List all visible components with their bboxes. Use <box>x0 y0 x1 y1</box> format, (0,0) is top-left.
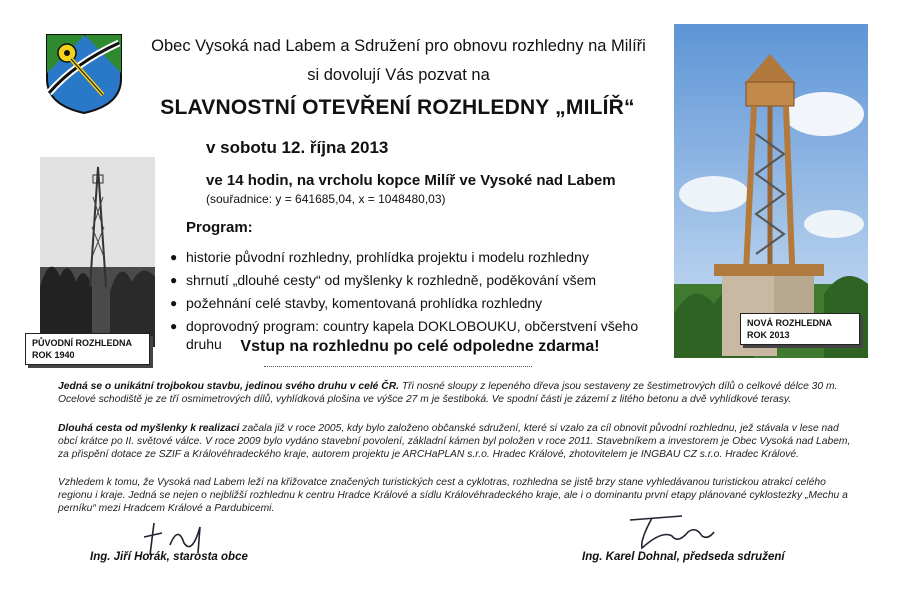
old-tower-photo <box>40 157 155 347</box>
bullet-icon: ● <box>170 250 178 264</box>
paragraph-location: Vzhledem k tomu, že Vysoká nad Labem leží na křižovatce značených turistických cest a cyklotras, rozhledna se jistě brzy stane vyhledávanou turistickou atrakcí celého regionu i kraje. Jedná se nejen o nejbližší rozhlednu k centru Hradce Králové a sídlu Královéhradeckého kraje, ale i o dominantu první etapy plánované cyklostezky „Mechu a perníku“ mezi Hradcem Králové a Pardubicemi. <box>58 477 848 514</box>
intro-line-2: si dovolují Vás pozvat na <box>307 66 490 84</box>
program-heading: Program: <box>186 219 253 236</box>
paragraph-tower-description: Jedná se o unikátní trojbokou stavbu, jedinou svého druhu v celé ČR. Tři nosné sloupy z lepeného dřeva jsou sestaveny ze šestimetrových dílů o celkové délce 30 m. Ocelové schodiště je ze tří osmimetrových dílů, vyhlídková plošina ve výšce 27 m je šestiboká. Ve spodní části je zázemí z litého betonu a dvě vyhlídkové terasy. <box>58 381 838 405</box>
program-item: ● historie původní rozhledny, prohlídka projektu i modelu rozhledny <box>170 249 589 265</box>
program-item: ● shrnutí „dlouhé cesty“ od myšlenky k rozhledně, poděkování všem <box>170 272 597 288</box>
event-time-place: ve 14 hodin, na vrcholu kopce Milíř ve Vysoké nad Labem <box>206 172 616 189</box>
program-item: ● požehnání celé stavby, komentovaná prohlídka rozhledny <box>170 295 543 311</box>
old-tower-caption: PŮVODNÍ ROZHLEDNA ROK 1940 <box>25 333 150 365</box>
coat-of-arms-logo <box>45 33 123 115</box>
bullet-icon: ● <box>170 273 178 287</box>
invitation-intro <box>126 32 671 90</box>
free-entry-note: Vstup na rozhlednu po celé odpoledne zdarma! <box>240 338 600 355</box>
bullet-icon: ● <box>170 296 178 310</box>
event-title: SLAVNOSTNÍ OTEVŘENÍ ROZHLEDNY „MILÍŘ“ <box>160 96 635 119</box>
signature-right-image <box>622 510 717 554</box>
new-tower-photo <box>674 24 868 358</box>
program-item: ● doprovodný program: country kapela DOKLOBOUKU, občerstvení všeho druhu <box>170 318 639 352</box>
intro-line-1: Obec Vysoká nad Labem a Sdružení pro obnovu rozhledny na Milíři <box>151 37 646 55</box>
paragraph-history: Dlouhá cesta od myšlenky k realizaci začala již v roce 2005, kdy bylo založeno občanské sdružení, které si vzalo za cíl obnovit původní rozhlednu, jež stávala v lese nad obcí krátce po II. světové válce. V roce 2009 bylo vydáno stavební povolení, základní kámen byl položen v roce 2011. Stavebníkem a investorem je Obec Vysoká nad Labem, za přispění dotace ze SZIF a Královéhradeckého kraje, autorem projektu je ARCHaPLAN s.r.o. Hradec Králové, zhotovitelem je INGBAU CZ s.r.o. Hradec Králové. <box>58 423 851 460</box>
signature-right-name: Ing. Karel Dohnal, předseda sdružení <box>582 551 785 563</box>
event-coordinates: (souřadnice: y = 641685,04, x = 1048480,03) <box>206 192 446 206</box>
bullet-icon: ● <box>170 319 178 333</box>
new-tower-caption: NOVÁ ROZHLEDNA ROK 2013 <box>740 313 860 345</box>
signature-left-name: Ing. Jiří Horák, starosta obce <box>90 551 248 563</box>
divider <box>264 366 532 367</box>
event-date: v sobotu 12. října 2013 <box>206 138 389 157</box>
